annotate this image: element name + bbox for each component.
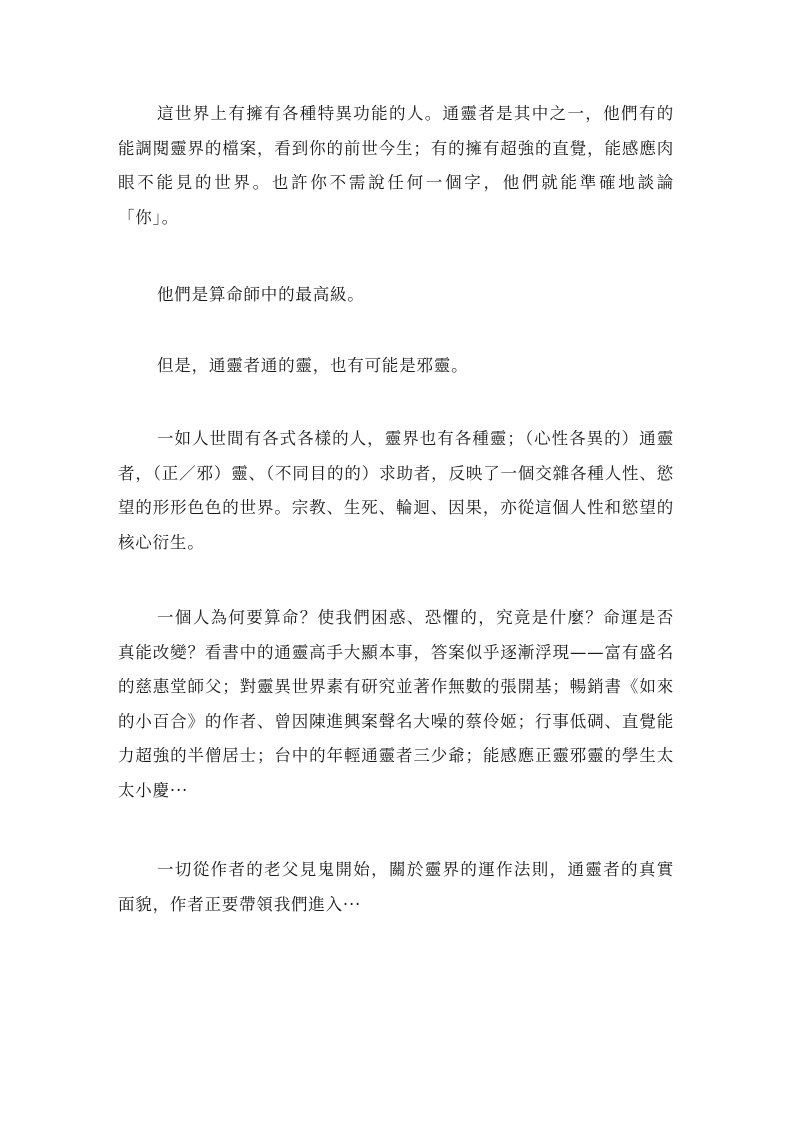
paragraph-highest-level: 他們是算命師中的最高級。 xyxy=(157,285,365,304)
paragraph-closing: 一切從作者的老父見鬼開始，關於靈界的運作法則，通靈者的真實面貌，作者正要帶領我們進入‧‧‧ xyxy=(118,860,674,914)
paragraph-evil-spirits: 但是，通靈者通的靈，也有可能是邪靈。 xyxy=(157,356,469,375)
paragraph-spirit-world: 一如人世間有各式各樣的人，靈界也有各種靈；（心性各異的）通靈者，（正／邪）靈、（不同目的的）求助者，反映了一個交雜各種人性、慾望的形形色色的世界。宗教、生死、輪迴、因果，亦從這個人性和慾望的核心衍生。 xyxy=(118,429,674,552)
paragraph-intro: 這世界上有擁有各種特異功能的人。通靈者是其中之一，他們有的能調閱靈界的檔案，看到你的前世今生；有的擁有超強的直覺，能感應肉眼不能見的世界。也許你不需說任何一個字，他們就能準確地談論「你」。 xyxy=(118,104,674,227)
paragraph-fortune-telling: 一個人為何要算命？使我們困惑、恐懼的，究竟是什麼？命運是否真能改變？看書中的通靈高手大顯本事，答案似乎逐漸浮現——富有盛名的慈惠堂師父；對靈異世界素有研究並著作無數的張開基；暢銷書《如來的小百合》的作者、曾因陳進興案聲名大噪的蔡伶姬；行事低碉、直覺能力超強的半僧居士；台中的年輕通靈者三少爺；能感應正靈邪靈的學生太太小慶‧‧‧ xyxy=(118,608,674,800)
